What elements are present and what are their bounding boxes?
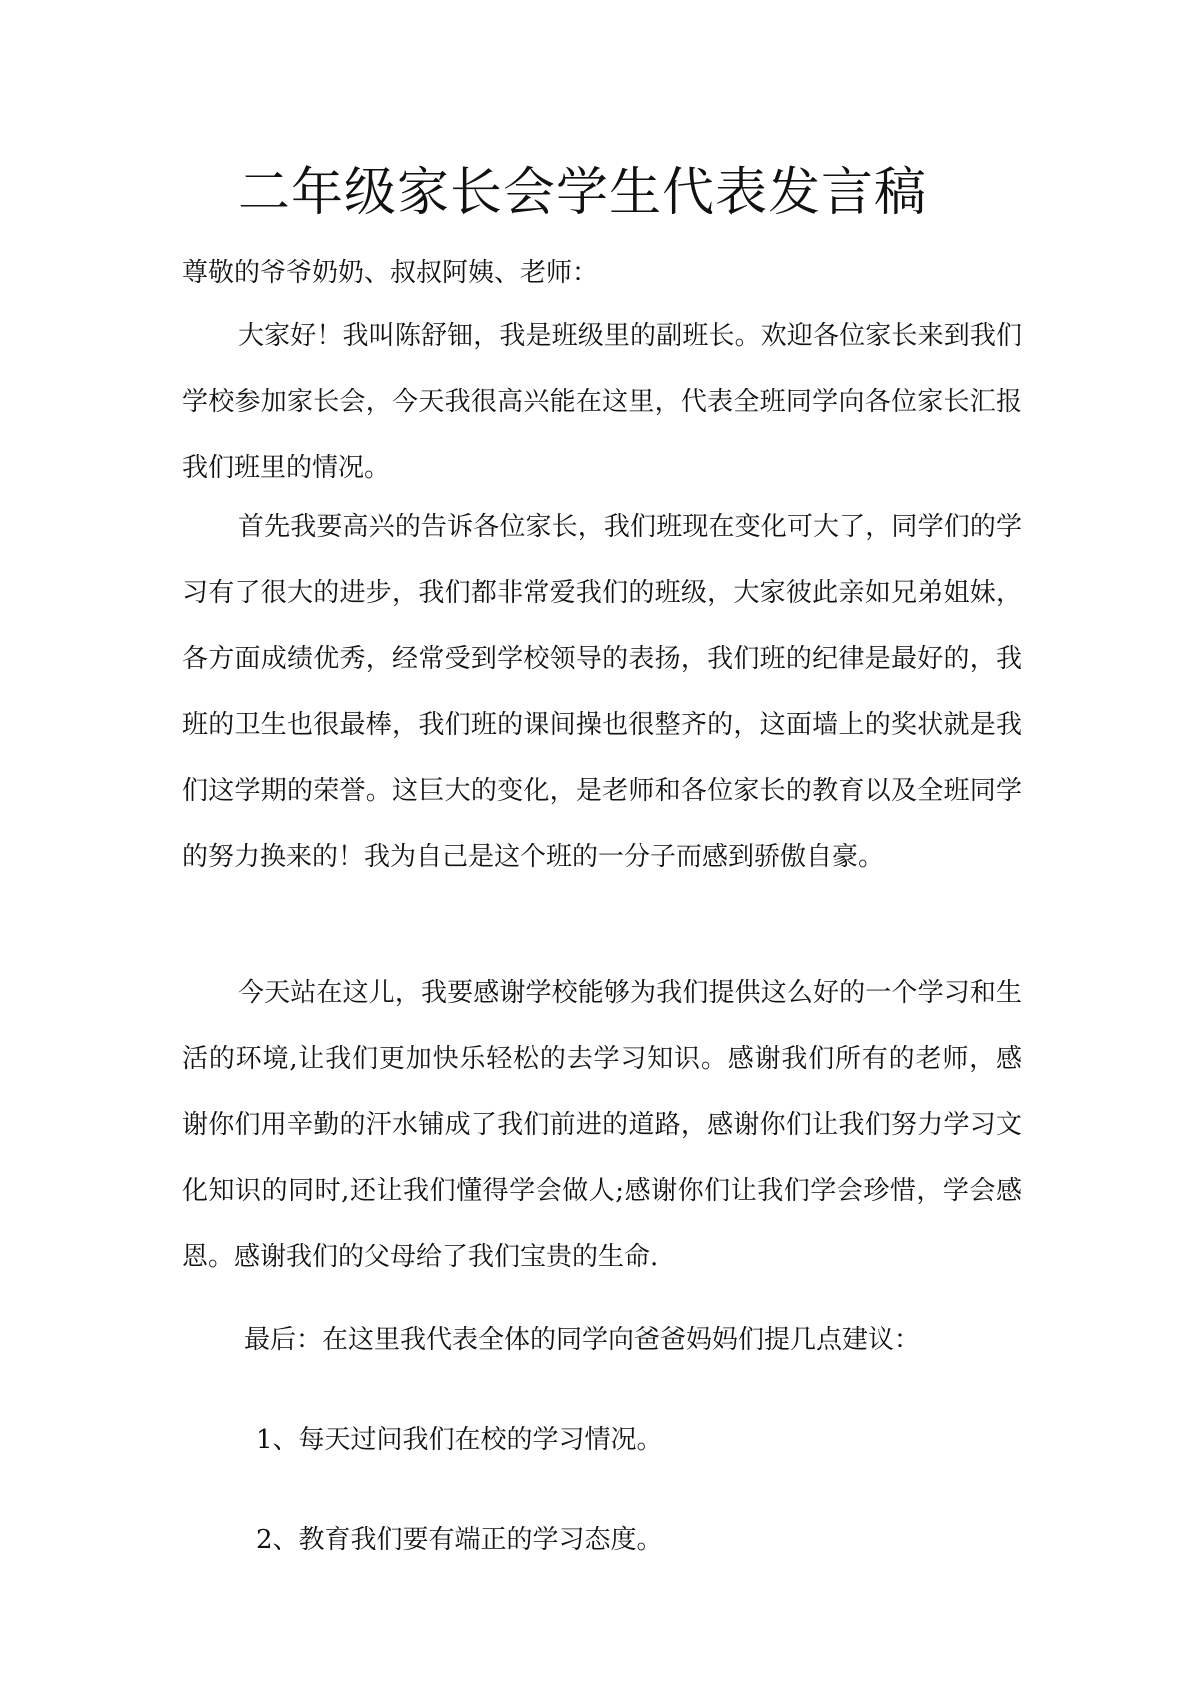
- paragraph-class-progress: 首先我要高兴的告诉各位家长，我们班现在变化可大了，同学们的学习有了很大的进步，我们都非常爱我们的班级，大家彼此亲如兄弟姐妹，各方面成绩优秀，经常受到学校领导的表扬，我们班的纪律是最好的，我班的卫生也很最棒，我们班的课间操也很整齐的，这面墙上的奖状就是我们这学期的荣誉。这巨大的变化，是老师和各位家长的教育以及全班同学的努力换来的！我为自己是这个班的一分子而感到骄傲自豪。: [182, 512, 1022, 872]
- suggestion-item-1: 1、每天过问我们在校的学习情况。: [256, 1425, 663, 1455]
- salutation: 尊敬的爷爷奶奶、叔叔阿姨、老师：: [182, 258, 599, 288]
- paragraph-greeting: 大家好！我叫陈舒钿，我是班级里的副班长。欢迎各位家长来到我们学校参加家长会，今天我很高兴能在这里，代表全班同学向各位家长汇报我们班里的情况。: [182, 321, 1022, 483]
- closing-statement: 最后：在这里我代表全体的同学向爸爸妈妈们提几点建议：: [244, 1325, 921, 1355]
- document-title: 二年级家长会学生代表发言稿: [238, 163, 928, 223]
- paragraph-thanks: 今天站在这儿，我要感谢学校能够为我们提供这么好的一个学习和生活的环境,让我们更加快乐轻松的去学习知识。感谢我们所有的老师，感谢你们用辛勤的汗水铺成了我们前进的道路，感谢你们让我们努力学习文化知识的同时,还让我们懂得学会做人;感谢你们让我们学会珍惜，学会感恩。感谢我们的父母给了我们宝贵的生命.: [182, 978, 1022, 1272]
- suggestion-item-2: 2、教育我们要有端正的学习态度。: [256, 1525, 663, 1555]
